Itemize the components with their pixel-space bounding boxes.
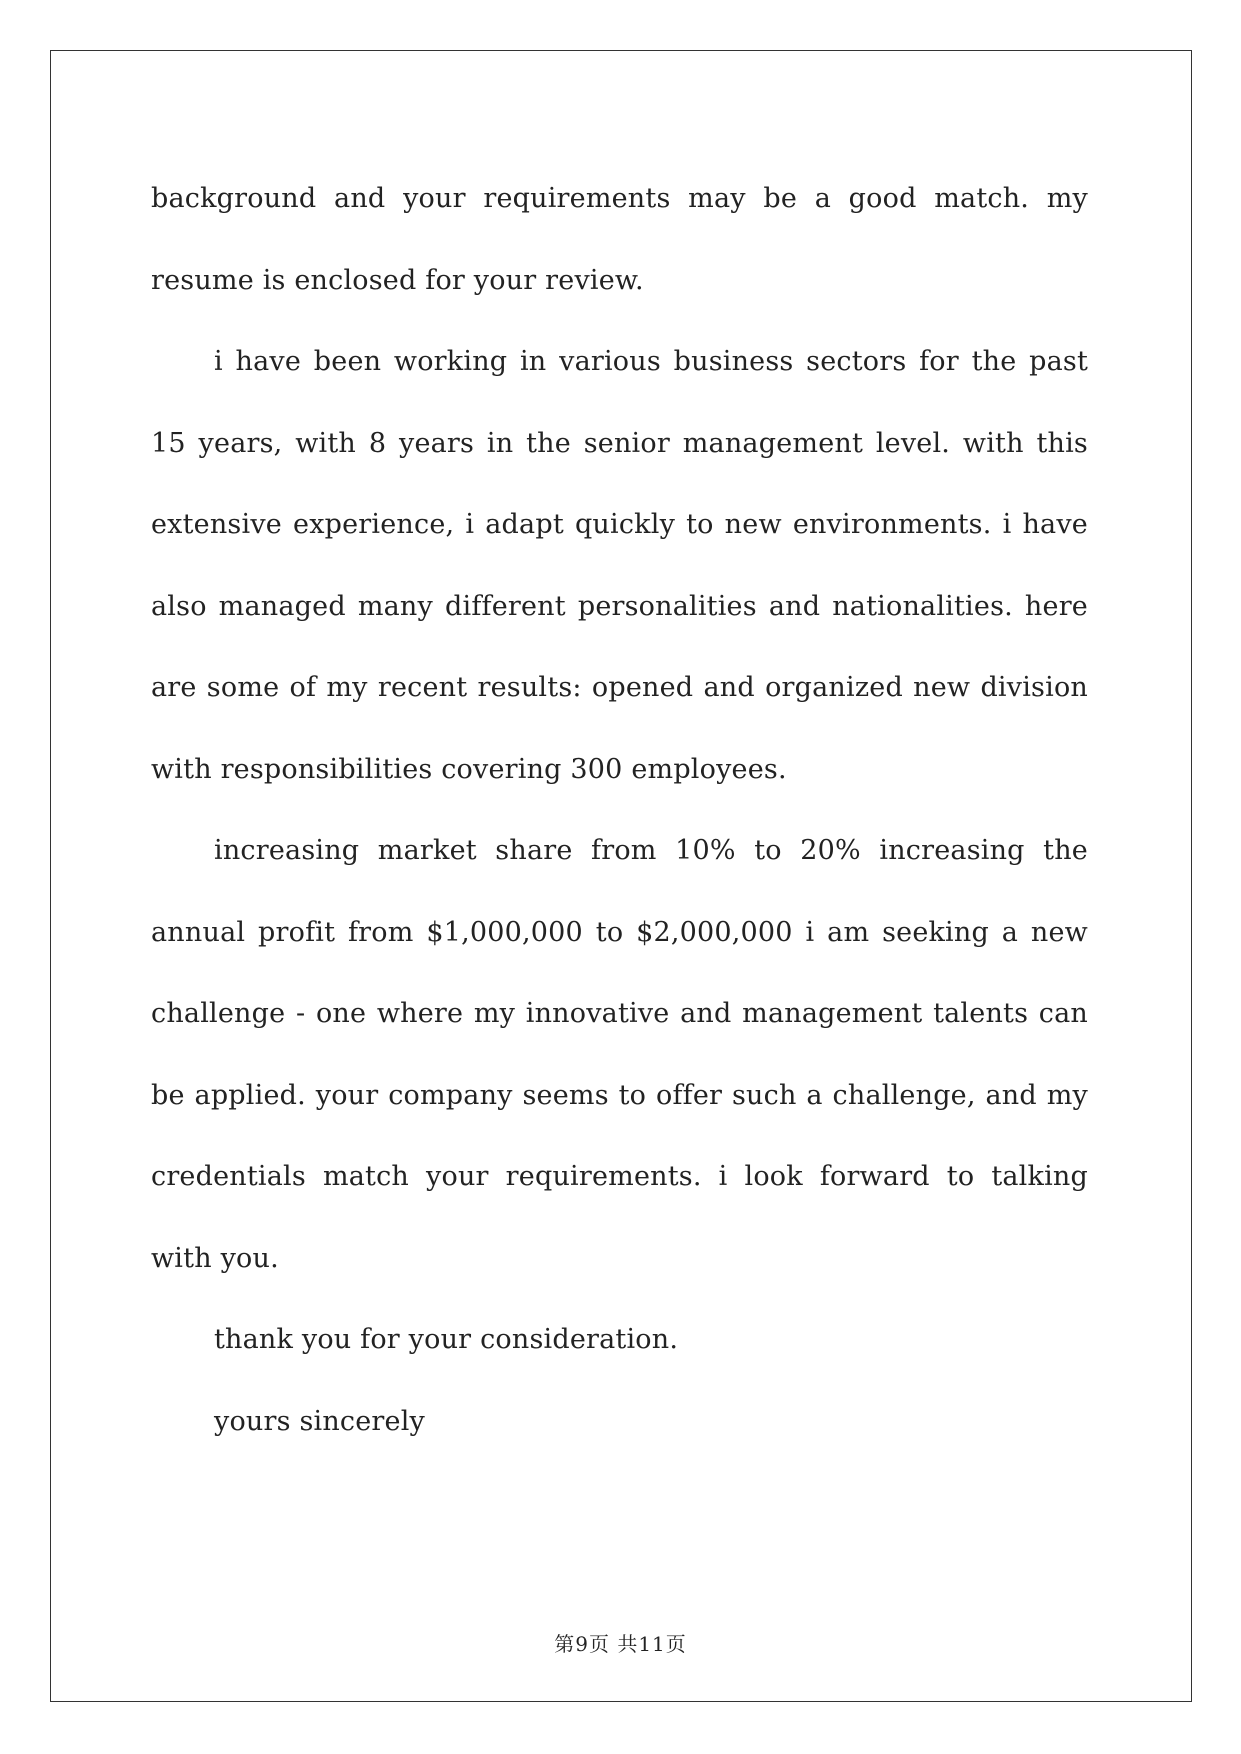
- paragraph-thanks: thank you for your consideration.: [214, 1324, 679, 1355]
- page-number: 第9页 共11页: [554, 1632, 687, 1656]
- paragraph-continued: background and your requirements may be a good match. my resume is enclosed for your review.: [151, 183, 1088, 296]
- paragraph-results: increasing market share from 10% to 20% increasing the annual profit from $1,000,000 to $2,000,000 i am seeking a new challenge - one where my innovative and management talents can be applied. your company seems to offer such a challenge, and my credentials match your requirements. i look forward to talking with you.: [151, 835, 1088, 1274]
- paragraph-experience: i have been working in various business sectors for the past 15 years, with 8 years in the senior management level. with this extensive experience, i adapt quickly to new environments. i have also managed many different personalities and nationalities. here are some of my recent results: opened and organized new division with responsibilities covering 300 employees.: [151, 346, 1088, 785]
- document-body: [151, 158, 1088, 1462]
- paragraph-closing: yours sincerely: [214, 1405, 425, 1437]
